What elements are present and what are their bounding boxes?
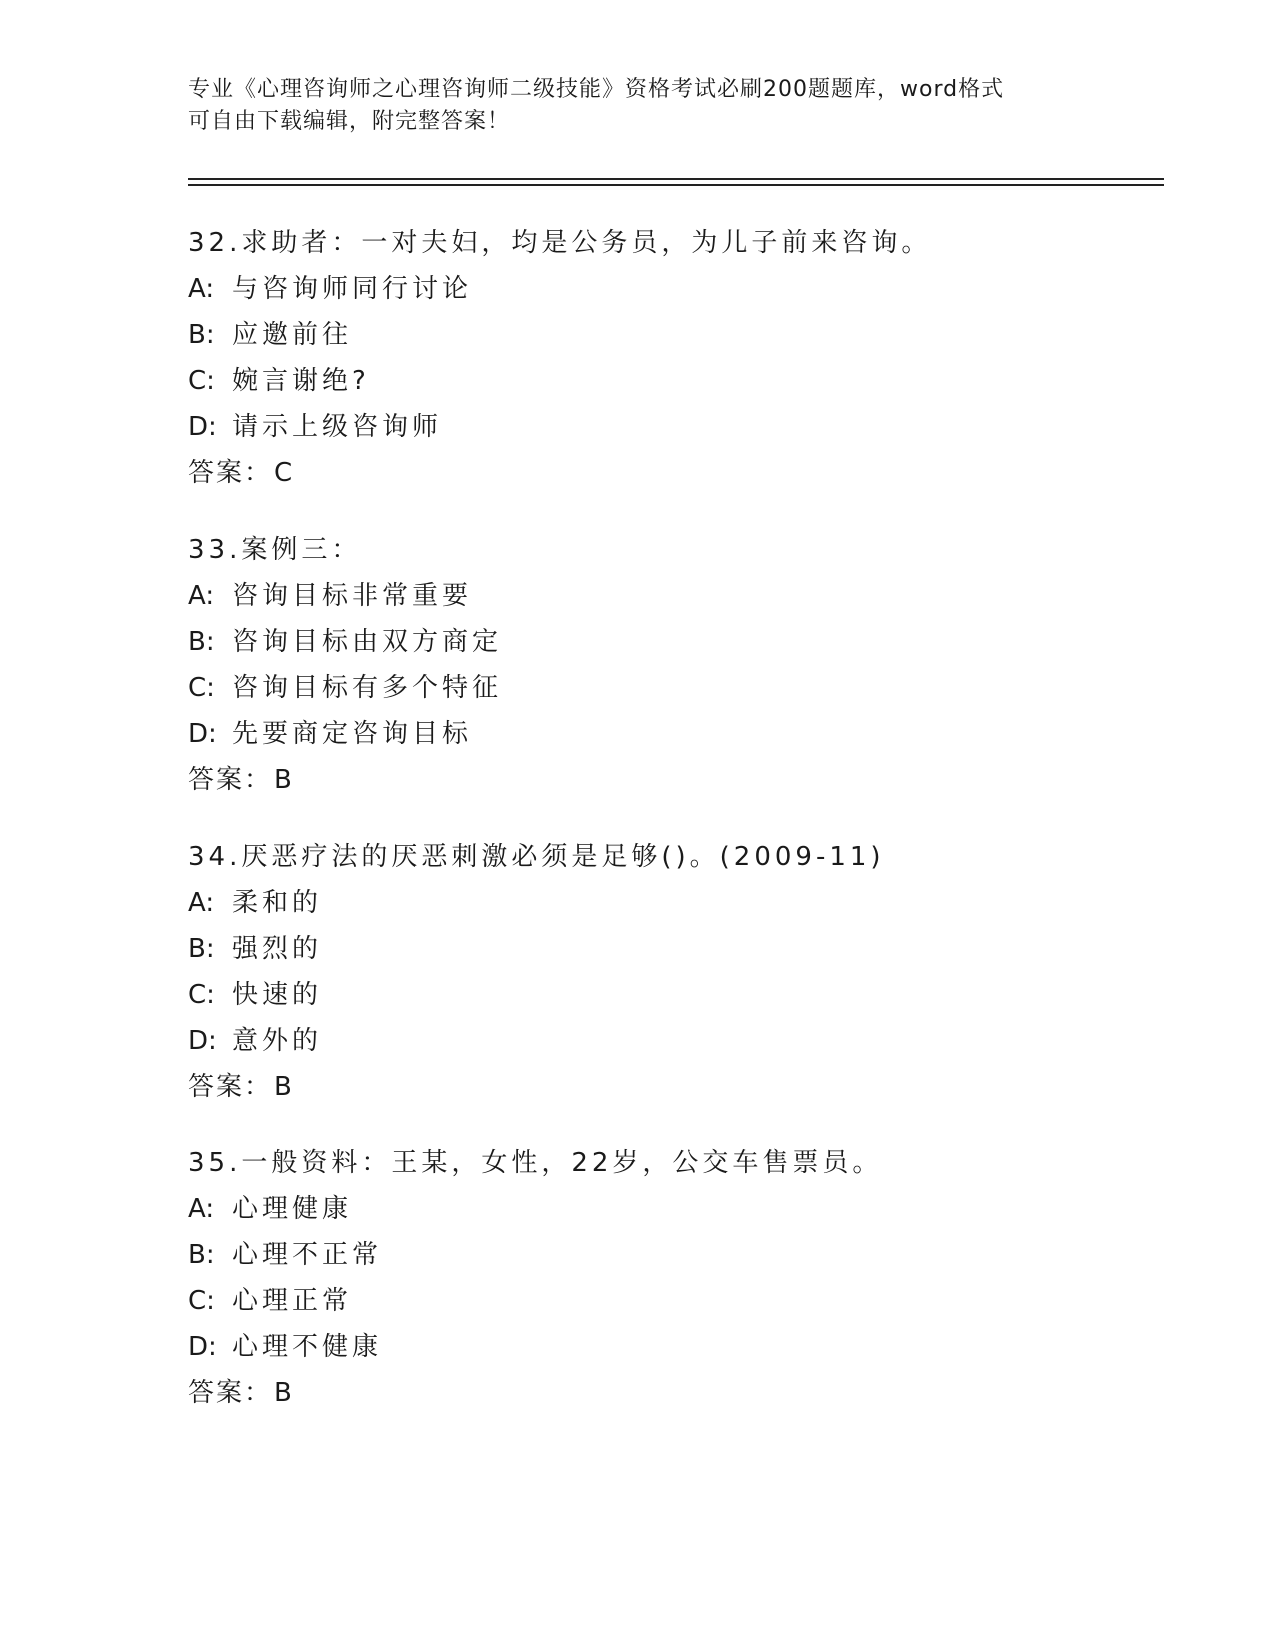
- option-text: 咨询目标非常重要: [232, 581, 473, 611]
- answer-value: C: [274, 458, 295, 488]
- option-a: [188, 880, 1168, 926]
- answer-line: [188, 450, 1168, 496]
- header-divider-bottom: [188, 184, 1164, 186]
- option-d: [188, 1018, 1168, 1064]
- answer-value: B: [274, 1072, 294, 1102]
- answer-line: [188, 757, 1168, 803]
- option-text: 咨询目标由双方商定: [232, 627, 503, 657]
- option-c: [188, 665, 1168, 711]
- option-c: [188, 972, 1168, 1018]
- option-a: [188, 266, 1168, 312]
- question-stem: 32.求助者：一对夫妇，均是公务员，为儿子前来咨询。: [188, 228, 932, 258]
- option-text: 应邀前往: [232, 320, 353, 350]
- option-text: 心理不健康: [232, 1332, 383, 1362]
- header-line-1: 专业《心理咨询师之心理咨询师二级技能》资格考试必刷200题题库，word格式: [188, 77, 1005, 102]
- question-33: [188, 527, 1168, 803]
- option-letter: B:: [188, 320, 215, 350]
- option-letter: A:: [188, 581, 215, 611]
- option-letter: D:: [188, 412, 217, 442]
- header-line-2: 可自由下载编辑，附完整答案！: [188, 109, 511, 134]
- answer-line: [188, 1064, 1168, 1110]
- header-divider-top: [188, 178, 1164, 180]
- option-text: 柔和的: [232, 888, 323, 918]
- option-letter: C:: [188, 1286, 215, 1316]
- option-d: [188, 1324, 1168, 1370]
- answer-label: 答案：: [188, 765, 273, 795]
- option-text: 婉言谢绝?: [232, 366, 370, 396]
- option-letter: D:: [188, 1026, 217, 1056]
- option-a: [188, 573, 1168, 619]
- option-text: 强烈的: [232, 934, 323, 964]
- option-c: [188, 358, 1168, 404]
- option-b: [188, 926, 1168, 972]
- option-letter: A:: [188, 1194, 215, 1224]
- question-stem: 34.厌恶疗法的厌恶刺激必须是足够()。(2009-11): [188, 842, 885, 872]
- question-32: [188, 220, 1168, 496]
- option-b: [188, 619, 1168, 665]
- answer-value: B: [274, 765, 294, 795]
- option-letter: C:: [188, 980, 215, 1010]
- question-stem: 33.案例三：: [188, 535, 362, 565]
- option-letter: D:: [188, 1332, 217, 1362]
- answer-label: 答案：: [188, 458, 273, 488]
- question-stem: 35.一般资料：王某，女性，22岁，公交车售票员。: [188, 1148, 883, 1178]
- question-34: [188, 834, 1168, 1110]
- option-letter: A:: [188, 274, 215, 304]
- question-35: [188, 1140, 1168, 1416]
- document-header: [188, 74, 1088, 138]
- option-letter: B:: [188, 934, 215, 964]
- option-letter: C:: [188, 673, 215, 703]
- option-text: 先要商定咨询目标: [232, 719, 473, 749]
- answer-label: 答案：: [188, 1072, 273, 1102]
- option-text: 咨询目标有多个特征: [232, 673, 503, 703]
- answer-label: 答案：: [188, 1378, 273, 1408]
- option-letter: D:: [188, 719, 217, 749]
- answer-line: [188, 1370, 1168, 1416]
- option-text: 请示上级咨询师: [232, 412, 443, 442]
- option-letter: C:: [188, 366, 215, 396]
- option-c: [188, 1278, 1168, 1324]
- option-b: [188, 312, 1168, 358]
- option-d: [188, 404, 1168, 450]
- option-text: 与咨询师同行讨论: [232, 274, 473, 304]
- option-b: [188, 1232, 1168, 1278]
- option-letter: A:: [188, 888, 215, 918]
- answer-value: B: [274, 1378, 294, 1408]
- option-text: 快速的: [232, 980, 323, 1010]
- option-text: 心理不正常: [232, 1240, 383, 1270]
- option-d: [188, 711, 1168, 757]
- option-a: [188, 1186, 1168, 1232]
- option-letter: B:: [188, 627, 215, 657]
- option-letter: B:: [188, 1240, 215, 1270]
- option-text: 意外的: [232, 1026, 323, 1056]
- option-text: 心理健康: [232, 1194, 353, 1224]
- option-text: 心理正常: [232, 1286, 353, 1316]
